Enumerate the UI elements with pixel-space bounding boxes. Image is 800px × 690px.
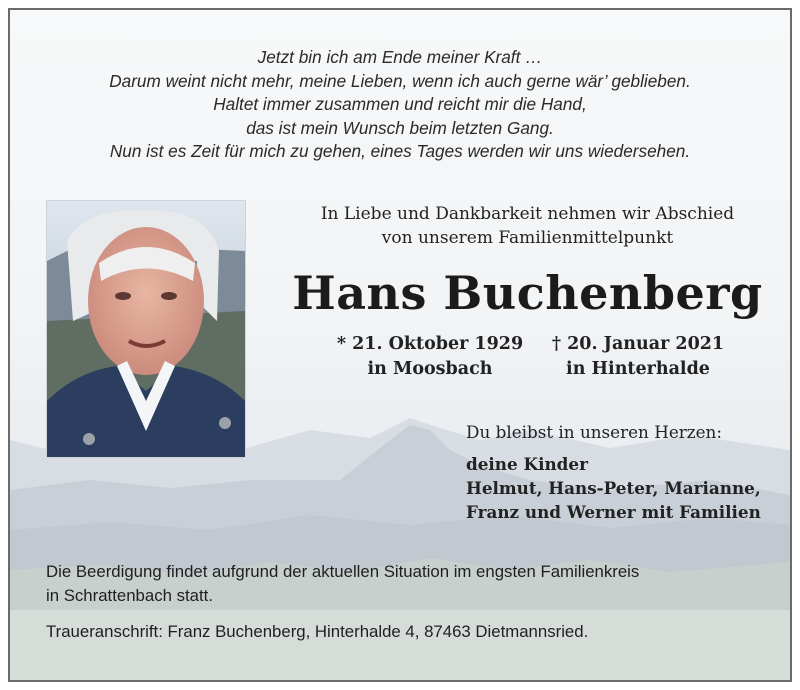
farewell-text [290,202,765,250]
poem-line: das ist mein Wunsch beim letzten Gang. [246,117,554,138]
mourners-line: Franz und Werner mit Familien [466,502,761,522]
poem [10,46,790,164]
poem-line: Haltet immer zusammen und reicht mir die Hand, [213,94,587,115]
poem-line: Darum weint nicht mehr, meine Lieben, wenn ich auch gerne wär’ geblieben. [109,70,691,91]
funeral-line: Die Beerdigung findet aufgrund der aktuellen Situation im engsten Familienkreis [46,562,640,581]
death-info [538,332,738,382]
birth-info [330,332,530,382]
mourners-line: deine Kinder [466,454,588,474]
funeral-line: in Schrattenbach statt. [46,585,213,605]
farewell-line: In Liebe und Dankbarkeit nehmen wir Abschied [320,204,735,224]
poem-line: Nun ist es Zeit für mich zu gehen, eines Tages werden wir uns wiedersehen. [109,141,691,162]
mourners [466,420,761,524]
funeral-notice [46,560,639,607]
birth-date: * 21. Oktober 1929 [336,334,524,354]
birth-place: in Moosbach [367,359,493,379]
mourners-intro: Du bleibst in unseren Herzen: [466,422,723,442]
portrait-photo [46,200,246,458]
deceased-name: Hans Buchenberg [292,266,763,320]
mourners-line: Helmut, Hans-Peter, Marianne, [466,478,761,498]
obituary-notice [8,8,792,682]
poem-line: Jetzt bin ich am Ende meiner Kraft … [257,47,543,67]
farewell-line: von unserem Familienmittelpunkt [381,228,674,248]
death-place: in Hinterhalde [566,359,710,379]
death-date: † 20. Januar 2021 [551,334,725,354]
mourning-address: Traueranschrift: Franz Buchenberg, Hinterhalde 4, 87463 Dietmannsried. [46,622,589,641]
